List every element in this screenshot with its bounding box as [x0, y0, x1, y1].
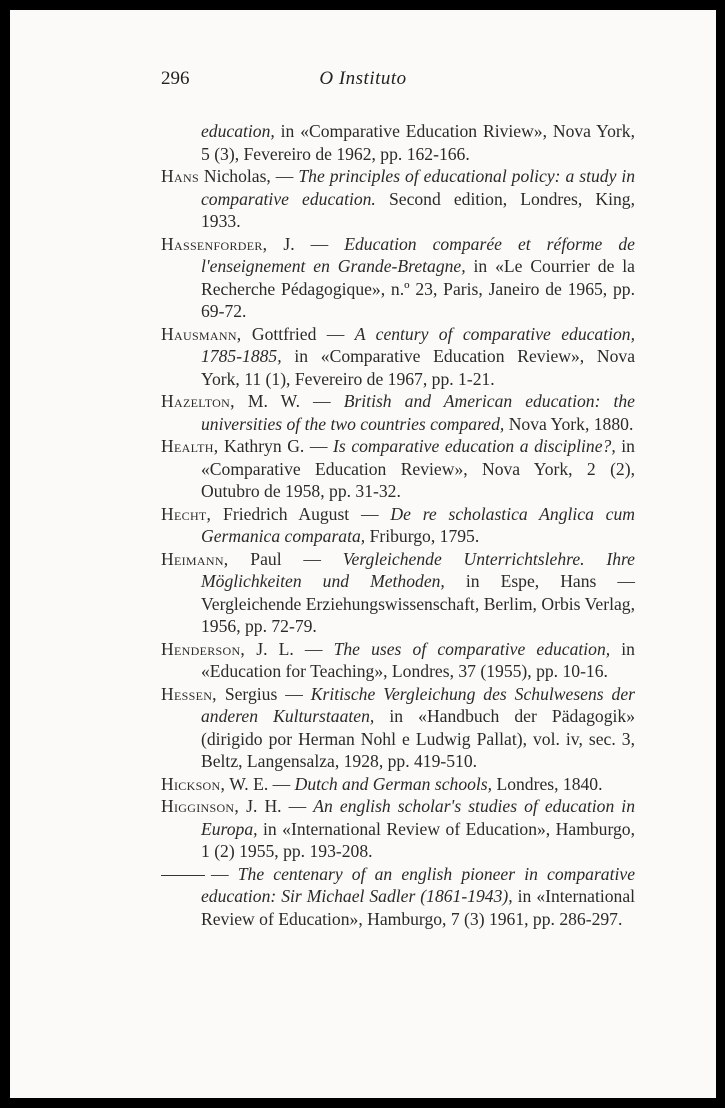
bibliography-list	[161, 120, 635, 930]
entry-details: in Espe, Hans — Vergleichende Erziehungswissenschaft, Berlim, Orbis Verlag, 1956, pp. 72-79.	[201, 571, 635, 636]
entry-author: Henderson,	[161, 638, 246, 659]
entry-title: The uses of comparative education,	[333, 638, 611, 659]
entry-author: Hickson,	[161, 773, 226, 794]
bibliography-entry	[161, 863, 635, 931]
entry-details: Londres, 1840.	[496, 773, 603, 794]
entry-first-name: M. W. —	[247, 391, 331, 411]
entry-details: in «International Review of Education», Hamburgo, 7 (3) 1961, pp. 286-297.	[201, 886, 636, 929]
entry-title: Is comparative education a discipline?,	[333, 436, 616, 456]
entry-first-name: Kathryn G. —	[224, 436, 328, 456]
bibliography-entry	[161, 435, 635, 503]
entry-author: Hessen,	[161, 683, 217, 704]
bibliography-entry	[161, 120, 635, 165]
bibliography-entry	[161, 323, 635, 391]
entry-title: Kritische Vergleichung des Schulwesens der anderen Kulturstaaten,	[201, 683, 635, 726]
entry-first-name: Friedrich August —	[223, 503, 379, 524]
entry-author: Higginson,	[161, 796, 240, 816]
entry-details: Nova York, 1880.	[508, 413, 634, 434]
entry-author: Hazelton,	[161, 391, 235, 411]
ditto-rule	[161, 875, 205, 876]
entry-first-name: —	[211, 863, 229, 884]
entry-author: Hassenforder,	[161, 233, 268, 254]
bibliography-entry	[161, 233, 635, 323]
bibliography-entry	[161, 638, 635, 683]
entry-author: Health,	[161, 436, 219, 456]
entry-first-name: Sergius —	[224, 683, 303, 704]
entry-author: Hecht,	[161, 503, 212, 524]
entry-title: A century of comparative education, 1785-1885,	[201, 323, 635, 366]
bibliography-entry	[161, 165, 635, 233]
entry-first-name: Nicholas, —	[203, 166, 294, 186]
page-number: 296	[161, 68, 190, 89]
entry-author: Hans	[161, 166, 199, 186]
entry-title: Vergleichende Unterrichtslehre. Ihre Möglichkeiten und Methoden,	[201, 548, 635, 591]
entry-details: in «Le Courrier de la Recherche Pédagogique», n.º 23, Paris, Janeiro de 1965, pp. 69-72.	[201, 256, 635, 321]
entry-details: in «Comparative Education Review», Nova York, 2 (2), Outubro de 1958, pp. 31-32.	[201, 436, 635, 501]
bibliography-entry	[161, 390, 635, 435]
entry-title: The centenary of an english pioneer in comparative education: Sir Michael Sadler (1861-1943),	[201, 863, 635, 906]
entry-title: British and American education: the universities of the two countries compared,	[201, 391, 635, 434]
bibliography-entry	[161, 503, 635, 548]
entry-title: education,	[201, 121, 275, 141]
entry-details: in «Comparative Education Review», Nova York, 11 (1), Fevereiro de 1967, pp. 1-21.	[201, 346, 635, 389]
entry-title: The principles of educational policy: a study in comparative education.	[201, 166, 636, 209]
entry-first-name: J. H. —	[246, 796, 307, 816]
entry-author: Heimann,	[161, 548, 229, 569]
entry-details: in «Comparative Education Riview», Nova York, 5 (3), Fevereiro de 1962, pp. 162-166.	[201, 121, 635, 164]
book-page	[10, 10, 716, 1098]
page-header	[10, 68, 716, 98]
entry-title: De re scholastica Anglica cum Germanica comparata,	[201, 503, 635, 546]
entry-details: Friburgo, 1795.	[369, 526, 480, 546]
bibliography-entry	[161, 548, 635, 638]
entry-first-name: Paul —	[250, 548, 321, 569]
entry-title: Education comparée et réforme de l'enseignement en Grande-Bretagne,	[201, 233, 635, 276]
running-title: O Instituto	[319, 68, 407, 89]
entry-first-name: W. E. —	[229, 773, 291, 794]
bibliography-entry	[161, 773, 635, 796]
entry-details: Second edition, Londres, King, 1933.	[201, 188, 636, 231]
bibliography-entry	[161, 683, 635, 773]
entry-details: in «Handbuch der Pädagogik» (dirigido por Herman Nohl e Ludwig Pallat), vol. iv, sec. 3, Beltz, Langensalza, 1928, pp. 419-510.	[201, 706, 636, 771]
entry-title: Dutch and German schools,	[294, 773, 493, 794]
entry-first-name: J. L. —	[256, 638, 323, 659]
entry-details: in «Education for Teaching», Londres, 37 (1955), pp. 10-16.	[201, 638, 635, 681]
entry-author: Hausmann,	[161, 323, 242, 344]
entry-first-name: J. —	[283, 233, 329, 254]
entry-title: An english scholar's studies of education in Europa,	[201, 796, 635, 839]
bibliography-entry	[161, 795, 635, 863]
entry-details: in «International Review of Education», Hamburgo, 1 (2) 1955, pp. 193-208.	[201, 818, 636, 861]
entry-first-name: Gottfried —	[251, 323, 345, 344]
